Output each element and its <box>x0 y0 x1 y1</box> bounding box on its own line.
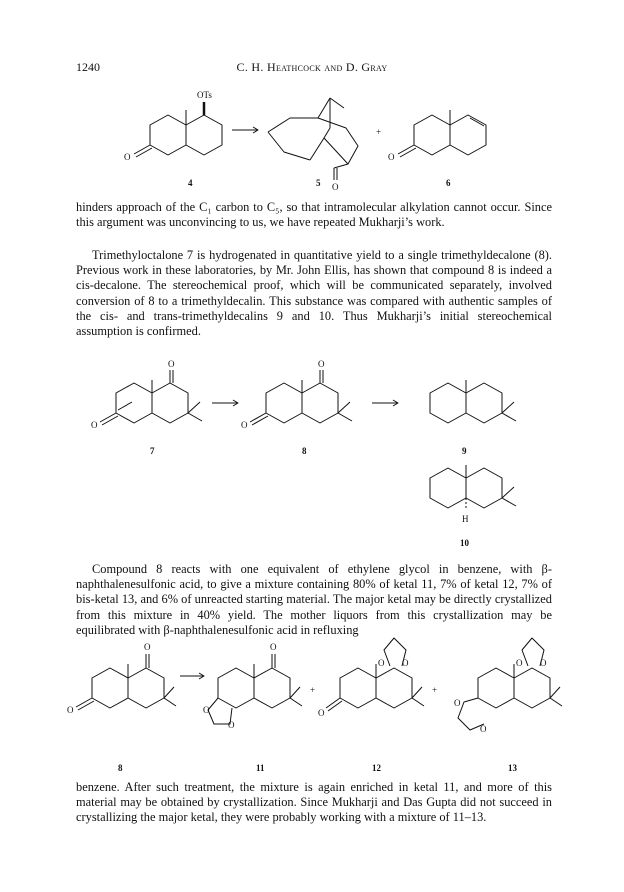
ketone-o-label: O <box>124 152 131 162</box>
paragraph-3: Compound 8 reacts with one equivalent of ethylene glycol in benzene, with β-naphthalenesulfonic acid, to give a mixture containing 80% of ketal 11, 7% of ketal 12, 7% of bis-ketal 13, and 6% of unreacted starting material. The major ketal may be directly crystallized from this mixture in 40% yield. The mother liquors from this crystallization may be equilibrated with β-naphthalenesulfonic acid in refluxing <box>76 562 552 637</box>
ketal-o-label: O <box>454 698 461 708</box>
ketone-o-label: O <box>388 152 395 162</box>
paragraph-2: Trimethyloctalone 7 is hydrogenated in quantitative yield to a single trimethyldecalone (8). Previous work in these laboratories, by Mr. John Ellis, has shown that compound 8 is indeed a cis-decalone. The stereochemical proof, which will be communicated separately, involved conversion of 8 to a trimethyldecalin. This substance was compared with authentic samples of the cis- and trans-trimethyldecalins 9 and 10. Thus Mukharji’s initial stereochemical assumption is confirmed. <box>76 248 552 339</box>
compound-label-8: 8 <box>302 446 307 456</box>
structure-9 <box>430 380 516 423</box>
compound-label-10: 10 <box>460 538 469 548</box>
structure-8 <box>67 642 176 715</box>
compound-label-4: 4 <box>188 178 193 188</box>
ketone-o-label: O <box>168 359 175 369</box>
structure-13 <box>454 638 562 734</box>
structure-11 <box>203 642 302 730</box>
hydrogen-label: H <box>462 514 469 524</box>
reaction-arrow <box>212 400 238 406</box>
reaction-arrow <box>232 127 258 133</box>
plus-sign: + <box>432 685 438 695</box>
scheme-compounds-7-8-9-10 <box>0 358 624 528</box>
compound-label-8: 8 <box>118 763 123 773</box>
scheme-compounds-8-11-12-13 <box>0 628 624 758</box>
structure-10 <box>430 465 516 524</box>
plus-sign: + <box>310 685 316 695</box>
compound-label-9: 9 <box>462 446 467 456</box>
ketal-o-label: O <box>402 658 409 668</box>
running-header-authors: C. H. Heathcock and D. Gray <box>236 60 388 74</box>
structure-5 <box>268 98 358 192</box>
structure-8 <box>241 359 352 430</box>
ketone-o-label: O <box>318 708 325 718</box>
plus-sign: + <box>376 127 382 137</box>
page-number: 1240 <box>76 60 100 74</box>
reaction-arrow <box>180 673 204 679</box>
structure-6 <box>388 110 486 162</box>
ketone-o-label: O <box>332 182 339 192</box>
compound-label-7: 7 <box>150 446 155 456</box>
compound-label-12: 12 <box>372 763 381 773</box>
ketone-o-label: O <box>318 359 325 369</box>
structure-7 <box>91 359 202 430</box>
paragraph-4: benzene. After such treatment, the mixture is again enriched in ketal 11, and more of this material may be obtained by crystallization. Since Mukharji and Das Gupta did not succeed in crystallizing the major ketal, they were probably working with a mixture of 11–13. <box>76 780 552 825</box>
ketal-o-label: O <box>203 705 210 715</box>
paragraph-1: hinders approach of the C₁ carbon to C₅, so that intramolecular alkylation cannot occur. Since this argument was unconvincing to us, we have repeated Mukharji’s work. <box>76 200 552 230</box>
ketal-o-label: O <box>228 720 235 730</box>
ketone-o-label: O <box>67 705 74 715</box>
compound-label-6: 6 <box>446 178 451 188</box>
ketal-o-label: O <box>540 658 547 668</box>
ketone-o-label: O <box>91 420 98 430</box>
ketal-o-label: O <box>378 658 385 668</box>
compound-label-13: 13 <box>508 763 517 773</box>
compound-label-5: 5 <box>316 178 321 188</box>
reaction-arrow <box>372 400 398 406</box>
structure-4 <box>124 90 222 162</box>
ketone-o-label: O <box>241 420 248 430</box>
ketone-o-label: O <box>144 642 151 652</box>
scheme-compounds-4-5-6 <box>0 80 624 195</box>
ketal-o-label: O <box>480 724 487 734</box>
ketal-o-label: O <box>516 658 523 668</box>
ots-label: OTs <box>197 90 212 100</box>
structure-12 <box>318 638 424 718</box>
ketone-o-label: O <box>270 642 277 652</box>
compound-label-11: 11 <box>256 763 265 773</box>
